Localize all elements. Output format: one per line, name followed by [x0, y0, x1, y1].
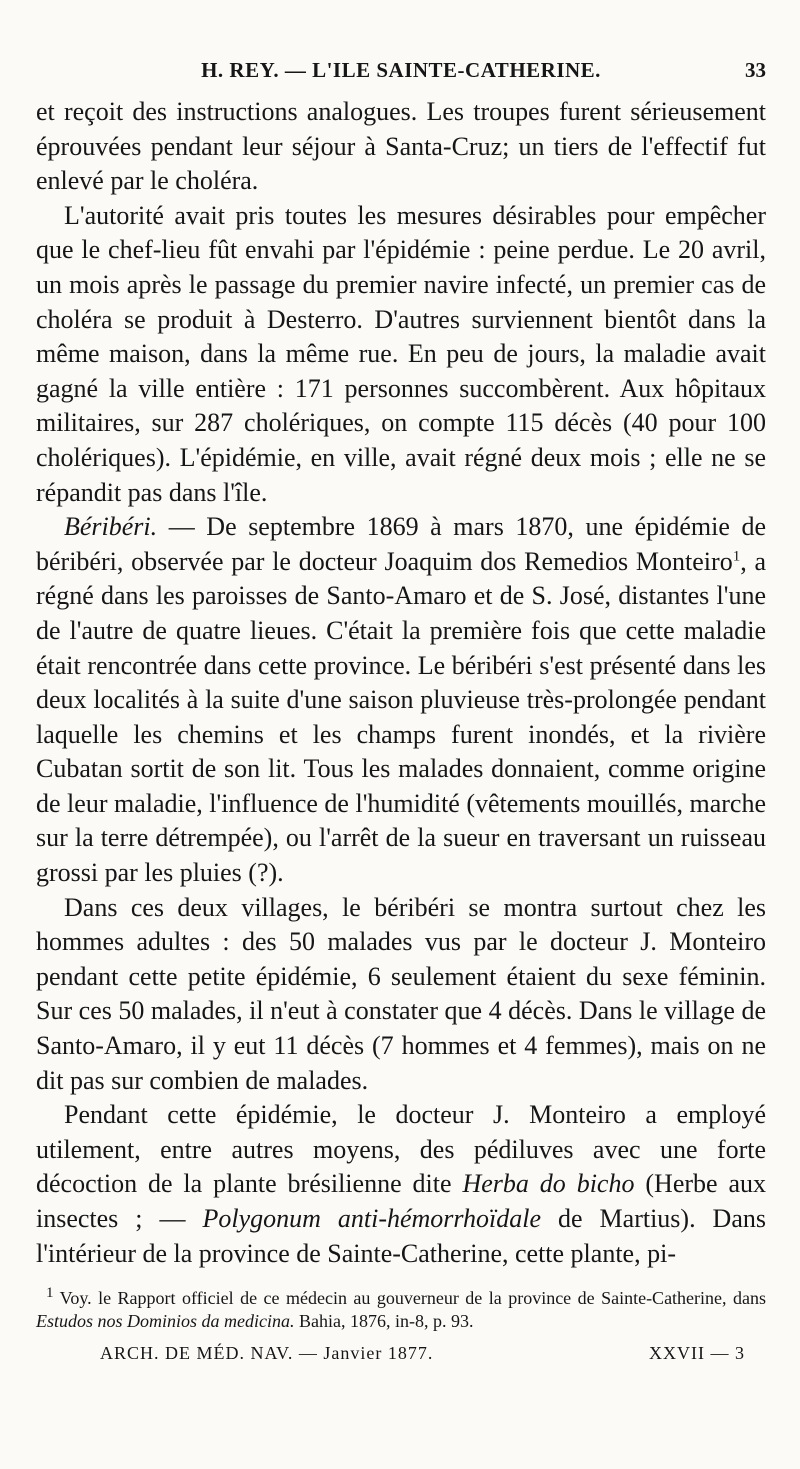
paragraph-5-text-a: Pendant cette épidémie, le docteur J. Monteiro a employé utilement, entre autres moyens, des pédiluves avec une forte décoction de la plante brésilienne dite [36, 1100, 766, 1199]
footnote-text-b: Bahia, 1876, in-8, p. 93. [294, 1311, 474, 1331]
page-footer [100, 1343, 745, 1369]
section-label-beriberi: Béribéri. [64, 512, 158, 542]
body-text [36, 95, 766, 1271]
footer-signature: XXVII — 3 [649, 1343, 745, 1363]
paragraph-4: Dans ces deux villages, le béribéri se montra surtout chez les hommes adultes : des 50 malades vus par le docteur J. Monteiro pendant cette petite épidémie, 6 seulement étaient du sexe féminin. Sur ces 50 malades, il n'eut à constater que 4 décès. Dans le village de Santo-Amaro, il y eut 11 décès (7 hommes et 4 femmes), mais on ne dit pas sur combien de malades. [36, 892, 766, 1095]
paragraph-2: L'autorité avait pris toutes les mesures désirables pour empêcher que le chef-lieu fût envahi par l'épidémie : peine perdue. Le 20 avril, un mois après le passage du premier navire infecté, un premier cas de choléra se produit à Desterro. D'autres surviennent bientôt dans la même maison, dans la même rue. En peu de jours, la maladie avait gagné la ville entière : 171 personnes succombèrent. Aux hôpitaux militaires, sur 287 cholériques, on compte 115 décès (40 pour 100 cholériques). L'épidémie, en ville, avait régné deux mois ; elle ne se répandit pas dans l'île. [36, 200, 766, 507]
paragraph-3 [36, 510, 766, 891]
footer-journal: ARCH. DE MÉD. NAV. — Janvier 1877. [100, 1343, 434, 1363]
paragraph-5-text-c: de Martius). Dans l'intérieur de la province de Sainte-Catherine, cette plante, pi- [36, 1204, 766, 1268]
plant-name-herba-do-bicho: Herba do bicho [462, 1169, 635, 1199]
running-title: H. REY. — L'ILE SAINTE-CATHERINE. [201, 58, 601, 82]
paragraph-5-text-b: (Herbe aux insectes ; — [36, 1169, 767, 1233]
paragraph-5 [36, 1098, 766, 1271]
running-header [36, 58, 766, 92]
footnote-1 [36, 1287, 766, 1333]
page-number: 33 [745, 58, 766, 82]
footnote-ref: 1 [732, 548, 741, 565]
paragraph-3-text-a: — De septembre 1869 à mars 1870, une épidémie de béribéri, observée par le docteur Joaquim dos Remedios Monteiro [36, 512, 766, 576]
paragraph-3-text-b: , a régné dans les paroisses de Santo-Amaro et de S. José, distantes l'une de l'autre de quatre lieues. C'était la première fois que cette maladie était rencontrée dans cette province. Le béribéri s'est présenté dans les deux localités à la suite d'une saison pluvieuse très-prolongée pendant laquelle les chemins et les champs furent inondés, et la rivière Cubatan sortit de son lit. Tous les malades donnaient, comme origine de leur maladie, l'influence de l'humidité (vêtements mouillés, marche sur la terre détrempée), ou l'arrêt de la sueur en traversant un ruisseau grossi par les pluies (?). [36, 546, 767, 888]
paragraph-1: et reçoit des instructions analogues. Les troupes furent sérieusement éprouvées pendant leur séjour à Santa-Cruz; un tiers de l'effectif fut enlevé par le choléra. [36, 97, 766, 196]
footnote-work-title: Estudos nos Dominios da medicina. [36, 1311, 295, 1331]
footnote-text-a: Voy. le Rapport officiel de ce médecin au gouverneur de la province de Sainte-Catherine, dans [53, 1288, 766, 1308]
plant-name-polygonum: Polygonum anti-hémorrhoïdale [202, 1204, 542, 1233]
footnotes [36, 1287, 766, 1333]
footnote-marker: 1 [46, 1285, 54, 1301]
